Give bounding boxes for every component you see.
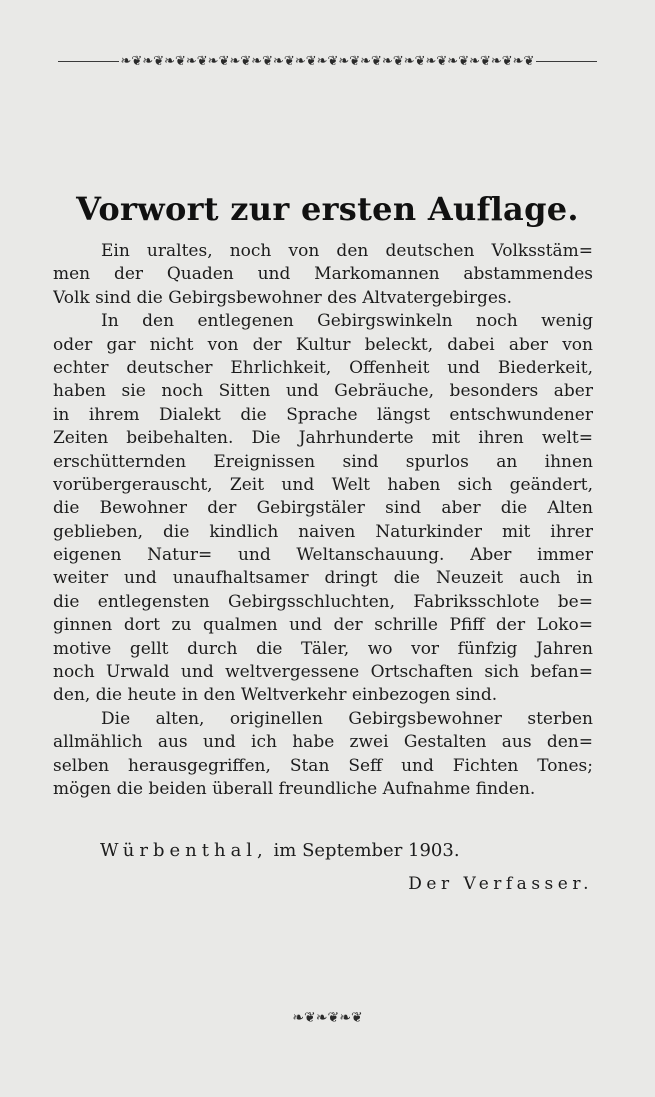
text-line: weiter und unaufhaltsamer dringt die Neuzeit auch in (53, 568, 593, 589)
text-line: die entlegensten Gebirgsschluchten, Fabriksschlote be= (53, 591, 593, 612)
text-line: haben sie noch Sitten und Gebräuche, besonders aber (53, 381, 593, 402)
signature: Der Verfasser. (408, 874, 593, 894)
text-line: erschütternden Ereignissen sind spurlos an ihnen (53, 451, 593, 472)
text-line: allmählich aus und ich habe zwei Gestalten aus den= (53, 732, 593, 753)
text-line: eigenen Natur= und Weltanschauung. Aber immer (53, 545, 593, 566)
text-line: vorübergerauscht, Zeit und Welt haben sich geändert, (53, 474, 593, 495)
text-line: echter deutscher Ehrlichkeit, Offenheit und Biederkeit, (53, 357, 593, 378)
text-line: Zeiten beibehalten. Die Jahrhunderte mit ihren welt= (53, 428, 593, 449)
text-line: Volk sind die Gebirgsbewohner des Altvatergebirges. (53, 287, 513, 308)
text-line: oder gar nicht von der Kultur beleckt, dabei aber von (53, 334, 593, 355)
dateline-date: im September 1903. (273, 840, 460, 861)
dateline (100, 840, 460, 861)
text-line: die Bewohner der Gebirgstäler sind aber die Alten (53, 498, 593, 519)
text-line: ginnen dort zu qualmen und der schrille Pfiff der Loko= (53, 615, 593, 636)
page-title: Vorwort zur ersten Auflage. (76, 190, 579, 228)
text-line: mögen die beiden überall freundliche Aufnahme finden. (53, 778, 536, 799)
text-line: Ein uraltes, noch von den deutschen Volksstäm= (101, 241, 593, 261)
text-line: selben herausgegriffen, Stan Seff und Fichten Tones; (53, 755, 593, 776)
text-line: motive gellt durch die Täler, wo vor fünfzig Jahren (53, 638, 593, 659)
bottom-ornament: ❧❦❧❦❧❦ (292, 1010, 363, 1026)
dateline-place: Würbenthal, (100, 840, 268, 861)
text-line: geblieben, die kindlich naiven Naturkinder mit ihrer (53, 521, 593, 542)
text-line: In den entlegenen Gebirgswinkeln noch wenig (101, 311, 593, 332)
text-line: den, die heute in den Weltverkehr einbezogen sind. (53, 685, 498, 706)
preface-body (53, 240, 593, 801)
top-ornament: ❧❦❧❦❧❦❧❦❧❦❧❦❧❦❧❦❧❦❧❦❧❦❧❦❧❦❧❦❧❦❧❦❧❦❧❦❧❦ (120, 54, 535, 69)
text-line: Die alten, originellen Gebirgsbewohner sterben (101, 708, 593, 729)
text-line: men der Quaden und Markomannen abstammendes (53, 264, 593, 285)
top-ornament-border (0, 54, 655, 69)
text-line: noch Urwald und weltvergessene Ortschaften sich befan= (53, 662, 593, 683)
text-line: in ihrem Dialekt die Sprache längst entschwundener (53, 404, 593, 425)
